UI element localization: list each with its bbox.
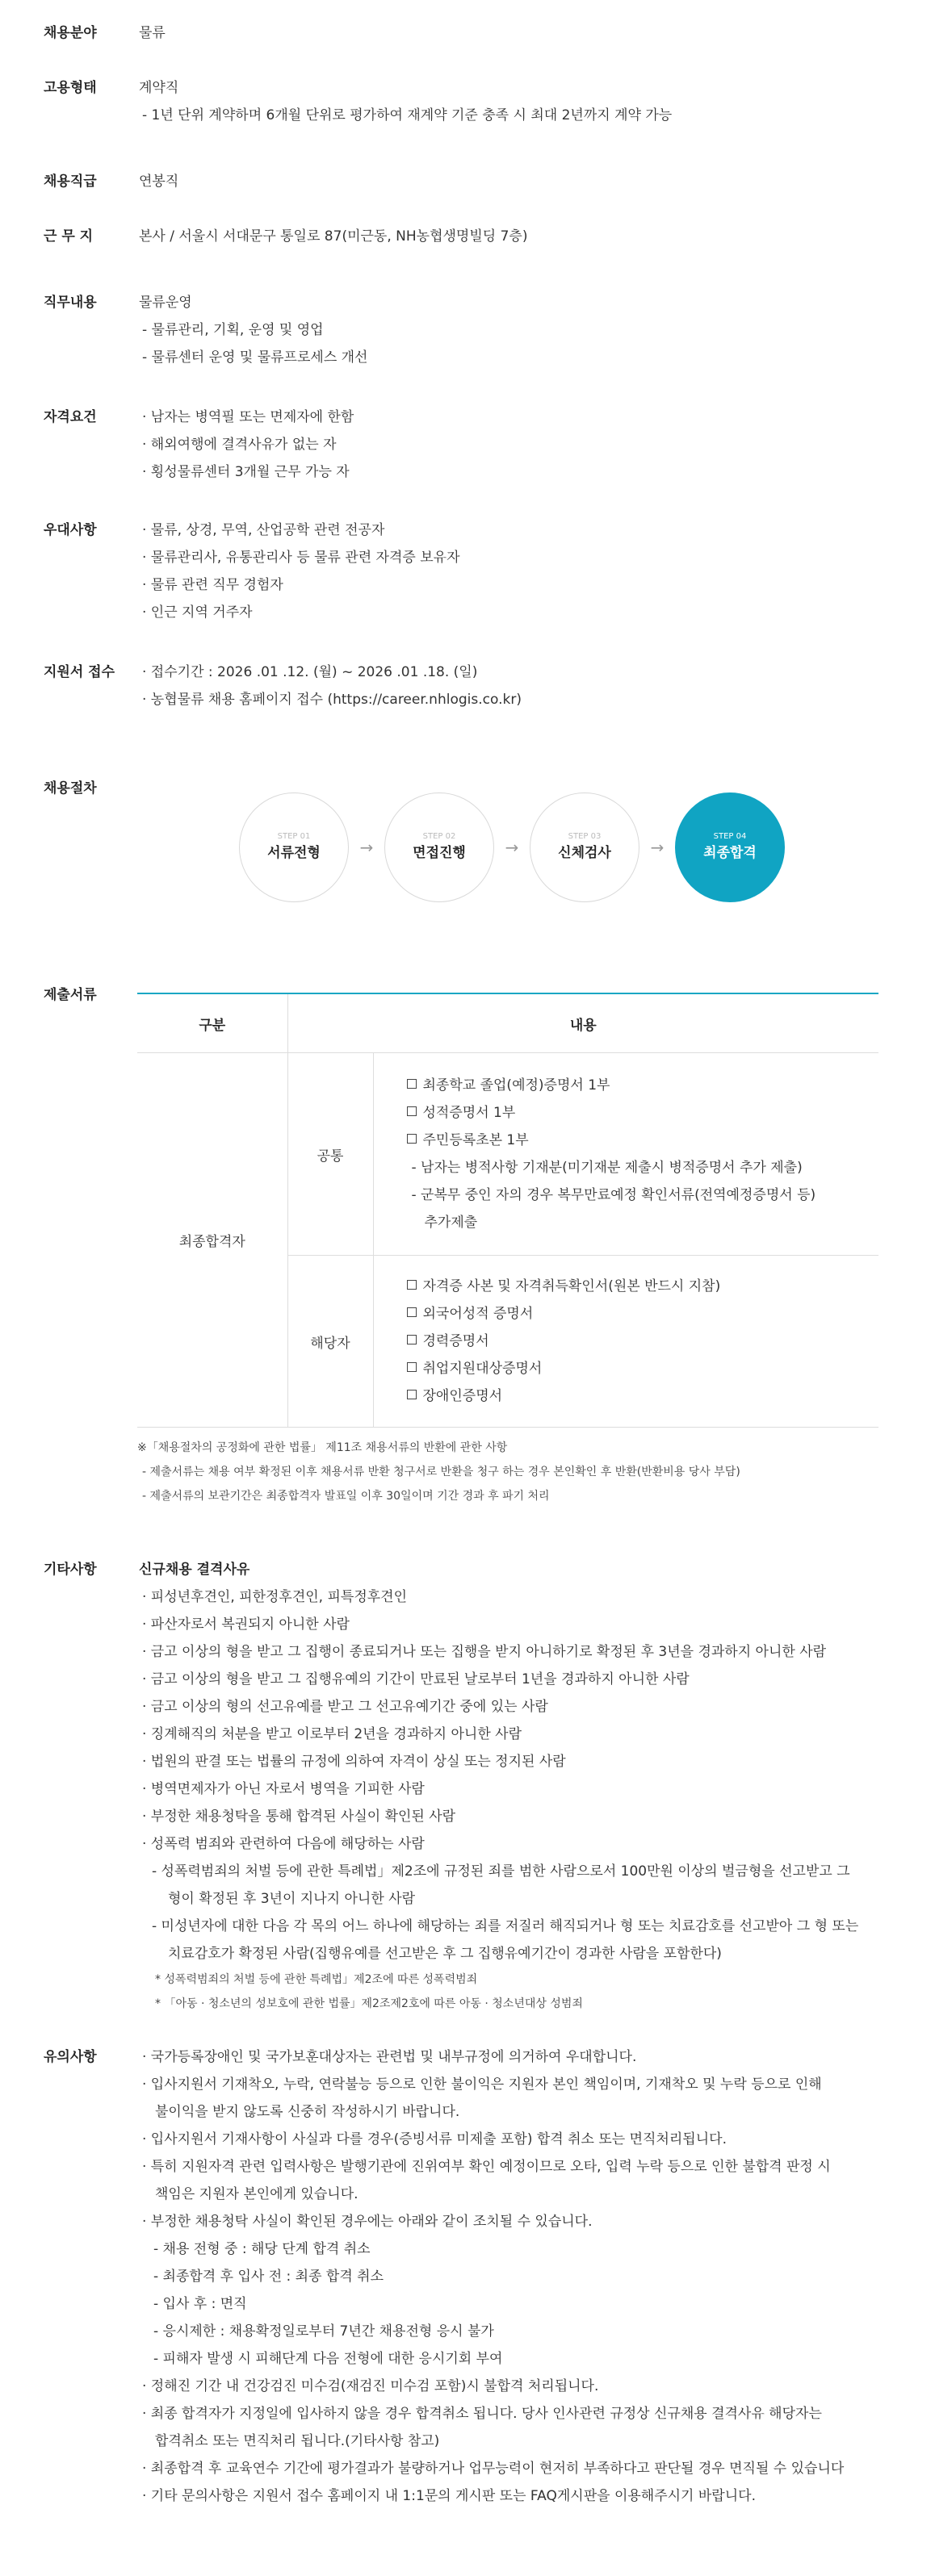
list-item: - 물류센터 운영 및 물류프로세스 개선 — [142, 349, 368, 366]
grade-label: 채용직급 — [44, 174, 97, 190]
note-line: * 성폭력범죄의 처벌 등에 관한 특례법」제2조에 따른 성폭력범죄 — [155, 1973, 478, 1986]
square-icon — [407, 1335, 417, 1344]
list-item: · 파산자로서 복권되지 아니한 사람 — [142, 1616, 350, 1633]
list-item: 치료감호가 확정된 사람(집행유예를 선고받은 후 그 집행유예기간이 경과한 사람을 포함한다) — [168, 1946, 722, 1962]
step-medical: STEP 03 신체검사 — [530, 792, 639, 902]
list-item: · 인근 지역 거주자 — [142, 604, 253, 621]
list-item: · 정해진 기간 내 건강검진 미수검(재검진 미수검 포함)시 불합격 처리됩니다. — [142, 2378, 599, 2394]
docs-notes — [137, 1436, 878, 1508]
docs-content — [137, 993, 878, 1508]
preference-section — [44, 516, 460, 626]
list-item: · 입사지원서 기재착오, 누락, 연락불능 등으로 인한 불이익은 지원자 본인 책임이며, 기재착오 및 누락 등으로 인해 — [142, 2076, 822, 2093]
docs-table — [137, 993, 878, 1428]
table-row — [137, 1053, 878, 1256]
field-section — [44, 19, 166, 47]
square-icon — [407, 1280, 417, 1290]
list-item: 외국어성적 증명서 — [407, 1300, 878, 1328]
list-item: · 횡성물류센터 3개월 근무 가능 자 — [142, 464, 350, 480]
process-section — [44, 775, 139, 802]
list-item: 성적증명서 1부 — [407, 1099, 878, 1127]
list-item: · 병역면제자가 아닌 자로서 병역을 기피한 사람 — [142, 1781, 425, 1797]
list-item: · 성폭력 범죄와 관련하여 다음에 해당하는 사람 — [142, 1836, 425, 1852]
list-item: · 물류, 상경, 무역, 산업공학 관련 전공자 — [142, 522, 385, 538]
caution-label: 유의사항 — [44, 2049, 97, 2065]
table-header — [137, 993, 878, 1053]
list-item: - 성폭력범죄의 처벌 등에 관한 특례법」제2조에 규정된 죄를 범한 사람으로서 100만원 이상의 벌금형을 선고받고 그 — [152, 1863, 850, 1880]
list-item: 합격취소 또는 면직처리 됩니다.(기타사항 참고) — [155, 2433, 440, 2449]
caution-section — [44, 2043, 844, 2510]
square-icon — [407, 1079, 417, 1089]
square-icon — [407, 1390, 417, 1399]
apply-period: · 접수기간 : 2026 .01 .12. (월) ~ 2026 .01 .18. (일) — [142, 664, 478, 680]
list-item: · 해외여행에 결격사유가 없는 자 — [142, 437, 337, 453]
square-icon — [407, 1307, 417, 1317]
common-docs — [373, 1053, 878, 1256]
list-item: - 남자는 병적사항 기재분(미기재분 제출시 병적증명서 추가 제출) — [411, 1160, 803, 1176]
apply-section — [44, 659, 522, 713]
list-item: 주민등록초본 1부 — [407, 1127, 878, 1154]
employment-label: 고용형태 — [44, 80, 97, 96]
arrow-right-icon: → — [359, 838, 374, 857]
list-item: 추가제출 — [424, 1215, 478, 1231]
group-cell: 최종합격자 — [137, 1053, 287, 1428]
list-item: 형이 확정된 후 3년이 지나지 아니한 사람 — [168, 1891, 415, 1907]
apply-label: 지원서 접수 — [44, 664, 115, 680]
arrow-right-icon: → — [650, 838, 665, 857]
list-item: · 금고 이상의 형을 받고 그 집행이 종료되거나 또는 집행을 받지 아니하기로 확정된 후 3년을 경과하지 아니한 사람 — [142, 1644, 827, 1660]
list-item: · 피성년후견인, 피한정후견인, 피특정후견인 — [142, 1589, 408, 1605]
list-item: 책임은 지원자 본인에게 있습니다. — [155, 2186, 358, 2202]
step-final: STEP 04 최종합격 — [675, 792, 785, 902]
list-item: · 최종합격 후 교육연수 기간에 평가결과가 불량하거나 업무능력이 현저히 부족하다고 판단될 경우 면직될 수 있습니다 — [142, 2461, 845, 2477]
etc-title: 신규채용 결격사유 — [139, 1562, 250, 1578]
qualification-label: 자격요건 — [44, 409, 97, 425]
list-item: - 군복무 중인 자의 경우 복무만료예정 확인서류(전역예정증명서 등) — [411, 1187, 816, 1203]
employment-desc: - 1년 단위 계약하며 6개월 단위로 평가하여 재계약 기준 충족 시 최대 2년까지 계약 가능 — [142, 107, 673, 123]
list-item: - 응시제한 : 채용확정일로부터 7년간 채용전형 응시 불가 — [153, 2323, 494, 2340]
process-steps — [239, 792, 785, 902]
list-item: - 입사 후 : 면직 — [153, 2296, 247, 2312]
preference-label: 우대사항 — [44, 522, 97, 538]
list-item: · 부정한 채용청탁을 통해 합격된 사실이 확인된 사람 — [142, 1809, 456, 1825]
process-label: 채용절차 — [44, 780, 97, 797]
square-icon — [407, 1362, 417, 1372]
list-item: · 최종 합격자가 지정일에 입사하지 않을 경우 합격취소 됩니다. 당사 인사관련 규정상 신규채용 결격사유 해당자는 — [142, 2406, 822, 2422]
note-line: * 「아동 · 청소년의 성보호에 관한 법률」제2조제2호에 따른 아동 · 청소년대상 성범죄 — [155, 1997, 583, 2010]
location-value: 본사 / 서울시 서대문구 통일로 87(미근동, NH농협생명빌딩 7층) — [139, 228, 528, 245]
step-interview: STEP 02 면접진행 — [384, 792, 494, 902]
list-item: - 채용 전형 중 : 해당 단계 합격 취소 — [153, 2241, 371, 2257]
duty-label: 직무내용 — [44, 295, 97, 311]
note-line: - 제출서류는 채용 여부 확정된 이후 채용서류 반환 청구서로 반환을 청구 하는 경우 본인확인 후 반환(반환비용 당사 부담) — [142, 1466, 740, 1478]
docs-label: 제출서류 — [44, 987, 97, 1003]
step-document: STEP 01 서류전형 — [239, 792, 349, 902]
applicable-docs — [373, 1256, 878, 1428]
note-line: - 제출서류의 보관기간은 최종합격자 발표일 이후 30일이며 기간 경과 후 파기 처리 — [142, 1490, 550, 1503]
list-item: · 입사지원서 기재사항이 사실과 다를 경우(증빙서류 미제출 포함) 합격 취소 또는 면직처리됩니다. — [142, 2131, 727, 2147]
list-item: · 기타 문의사항은 지원서 접수 홈페이지 내 1:1문의 게시판 또는 FAQ게시판을 이용해주시기 바랍니다. — [142, 2488, 756, 2504]
list-item: · 금고 이상의 형을 받고 그 집행유예의 기간이 만료된 날로부터 1년을 경과하지 아니한 사람 — [142, 1671, 690, 1687]
list-item: - 피해자 발생 시 피해단계 다음 전형에 대한 응시기회 부여 — [153, 2351, 503, 2367]
list-item: 경력증명서 — [407, 1328, 878, 1355]
duty-section — [44, 289, 367, 371]
list-item: · 부정한 채용청탁 사실이 확인된 경우에는 아래와 같이 조치될 수 있습니다. — [142, 2214, 593, 2230]
list-item: 자격증 사본 및 자격취득확인서(원본 반드시 지참) — [407, 1273, 878, 1300]
square-icon — [407, 1134, 417, 1144]
grade-value: 연봉직 — [139, 174, 179, 190]
list-item: · 물류 관련 직무 경험자 — [142, 577, 283, 593]
list-item: · 금고 이상의 형의 선고유예를 받고 그 선고유예기간 중에 있는 사람 — [142, 1699, 548, 1715]
applicable-label: 해당자 — [287, 1256, 373, 1428]
list-item: · 물류관리사, 유통관리사 등 물류 관련 자격증 보유자 — [142, 550, 460, 566]
list-item: · 징계해직의 처분을 받고 이로부터 2년을 경과하지 아니한 사람 — [142, 1726, 522, 1742]
list-item: - 최종합격 후 입사 전 : 최종 합격 취소 — [153, 2269, 384, 2285]
col-header-category: 구분 — [137, 993, 287, 1053]
list-item: 장애인증명서 — [407, 1382, 878, 1410]
list-item: · 특히 지원자격 관련 입력사항은 발행기관에 진위여부 확인 예정이므로 오타, 입력 누락 등으로 인한 불합격 판정 시 — [142, 2159, 831, 2175]
list-item: · 국가등록장애인 및 국가보훈대상자는 관련법 및 내부규정에 의거하여 우대합니다. — [142, 2049, 637, 2065]
etc-section — [44, 1556, 858, 2016]
qualification-section — [44, 404, 354, 486]
list-item: 불이익을 받지 않도록 신중히 작성하시기 바랍니다. — [155, 2104, 460, 2120]
duty-value: 물류운영 — [139, 295, 192, 311]
list-item: · 남자는 병역필 또는 면제자에 한함 — [142, 409, 354, 425]
location-section — [44, 223, 527, 250]
list-item: - 미성년자에 대한 다음 각 목의 어느 하나에 해당하는 죄를 저질러 해직되거나 형 또는 치료감호를 선고받아 그 형 또는 — [152, 1918, 859, 1934]
list-item: 최종학교 졸업(예정)증명서 1부 — [407, 1072, 878, 1099]
field-value: 물류 — [139, 25, 166, 41]
docs-section — [44, 981, 139, 1009]
list-item: 취업지원대상증명서 — [407, 1355, 878, 1382]
field-label: 채용분야 — [44, 25, 97, 41]
grade-section — [44, 168, 178, 195]
note-line: ※「채용절차의 공정화에 관한 법률」 제11조 채용서류의 반환에 관한 사항 — [137, 1441, 508, 1454]
list-item: - 물류관리, 기획, 운영 및 영업 — [142, 322, 324, 338]
etc-label: 기타사항 — [44, 1562, 97, 1578]
col-header-content: 내용 — [287, 993, 878, 1053]
square-icon — [407, 1106, 417, 1116]
location-label: 근 무 지 — [44, 228, 94, 245]
list-item: · 법원의 판결 또는 법률의 규정에 의하여 자격이 상실 또는 정지된 사람 — [142, 1754, 566, 1770]
employment-value: 계약직 — [139, 80, 179, 96]
apply-site[interactable]: · 농협물류 채용 홈페이지 접수 (https://career.nhlogis.co.kr) — [142, 692, 522, 708]
arrow-right-icon: → — [505, 838, 519, 857]
common-label: 공통 — [287, 1053, 373, 1256]
employment-section — [44, 74, 672, 129]
